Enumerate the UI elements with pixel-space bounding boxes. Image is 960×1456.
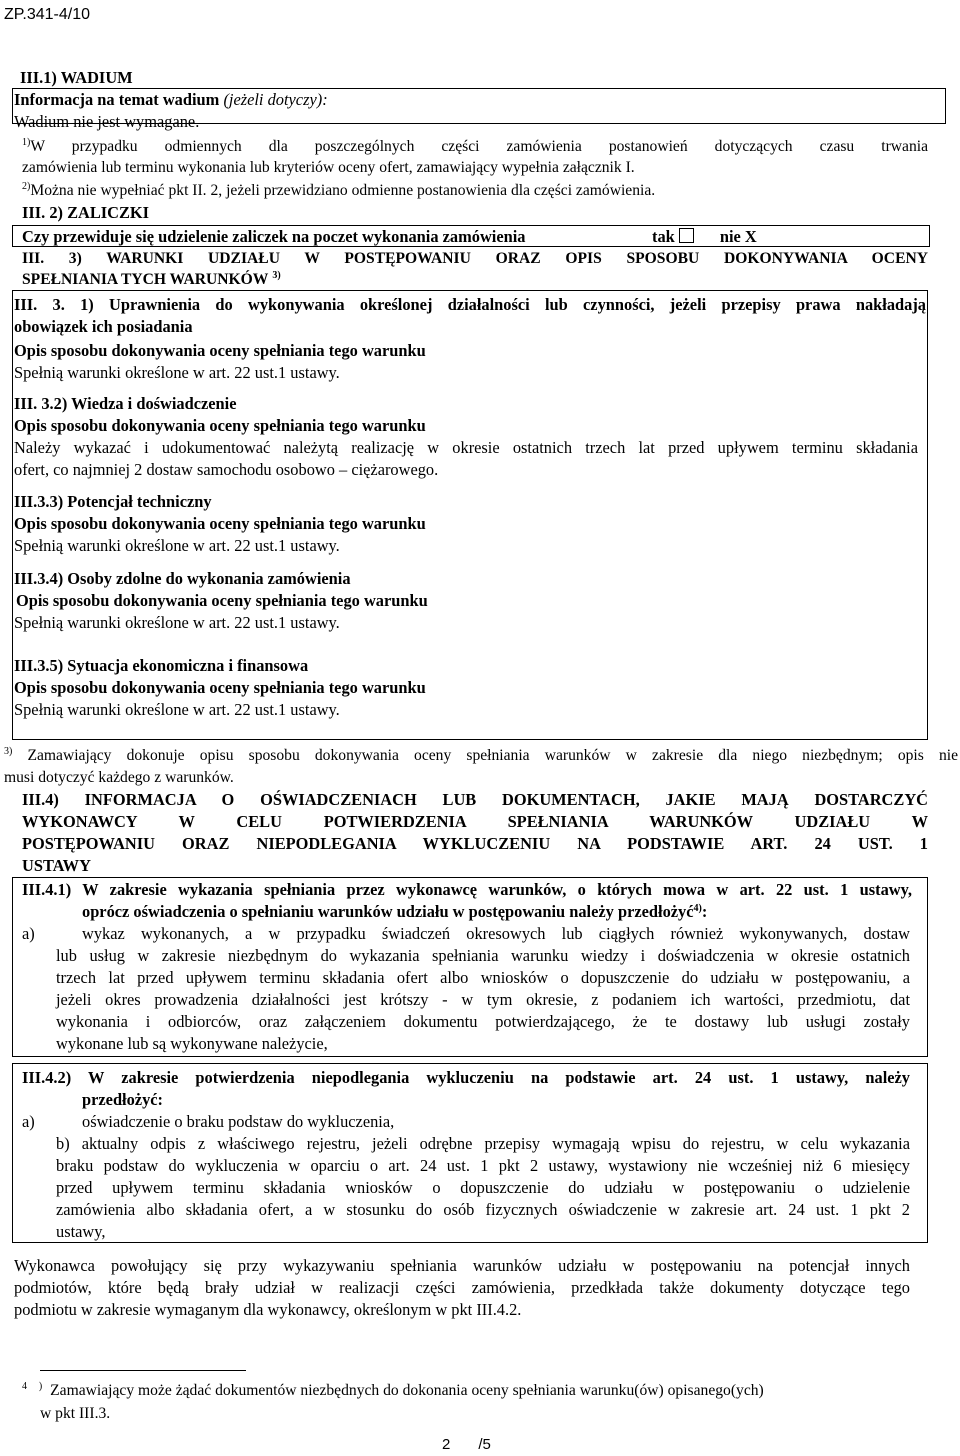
zaliczki-yes-label: tak [652, 227, 675, 246]
footnote-3-line-2: musi dotyczyć każdego z warunków. [4, 769, 234, 786]
s42-a-text: oświadczenie o braku podstaw do wykluczenia, [82, 1112, 395, 1131]
s41-a-line-2: lub usług w zakresie niezbędnym do wykazania spełniania warunku wiedzy i doświadczenia w okresie ostatnich [56, 946, 910, 965]
s2-title: III. 3.2) Wiedza i doświadczenie [14, 394, 237, 413]
s42-b-line-1: b) aktualny odpis z właściwego rejestru, jeżeli odrębne przepisy wymagają wpisu do rejestru, w celu wykazania [56, 1134, 910, 1153]
s2-line-1: Należy wykazać i udokumentować należytą realizację w okresie ostatnich trzech lat przed upływem terminu składania [14, 438, 918, 457]
s41-a-line-5: wykonania i odbiorców, oraz załączeniem dokumentu potwierdzającego, że te dostawy lub usługi zostały [56, 1012, 910, 1031]
s41-a-label: a) [22, 924, 35, 943]
s42-title-line-1: III.4.2) W zakresie potwierdzenia niepodlegania wykluczeniu na podstawie art. 24 ust. 1 ustawy, należy [22, 1068, 910, 1087]
s41-a-line-6: wykonane lub są wykonywane należycie, [56, 1034, 328, 1053]
s41-title-line-2: oprócz oświadczenia o spełnianiu warunków udziału w postępowaniu należy przedłożyć$^{4)}$: [82, 902, 708, 921]
s1-value: Spełnią warunki określone w art. 22 ust.1 ustawy. [14, 363, 340, 382]
s4-value: Spełnią warunki określone w art. 22 ust.1 ustawy. [14, 613, 340, 632]
wykonawca-line-2: podmiotów, które będą brały udział w realizacji części zamówienia, przedkłada także dokumenty dotyczące tego [14, 1278, 910, 1297]
zaliczki-answer [652, 226, 757, 248]
s5-opis-label: Opis sposobu dokonywania oceny spełniania tego warunku [14, 678, 426, 697]
wadium-value: Wadium nie jest wymagane. [14, 112, 200, 131]
note-1-line-1: $^{1)}$W przypadku odmiennych dla poszczególnych części zamówienia postanowień dotyczących czasu trwania [22, 137, 928, 155]
footnote-4-line-1: $^4$ ) Zamawiający może żądać dokumentów niezbędnych do dokonania oceny spełniania warunku(ów) opisanego(ych) [22, 1381, 764, 1399]
s41-mark: 4) [693, 903, 702, 914]
wadium-info-label: Informacja na temat wadium [14, 90, 220, 109]
s3-value: Spełnią warunki określone w art. 22 ust.1 ustawy. [14, 536, 340, 555]
s3-title: III.3.3) Potencjał techniczny [14, 492, 212, 511]
document-code: ZP.341-4/10 [4, 6, 90, 23]
s41-a-line-4: jeżeli okres prowadzenia działalności jest krótszy - w tym okresie, z podaniem ich wartości, przedmiotu, dat [56, 990, 910, 1009]
zaliczki-title: III. 2) ZALICZKI [22, 203, 150, 222]
footnote-3-line-1: $^{3)}$ Zamawiający dokonuje opisu sposobu dokonywania oceny spełniania warunków w zakresie dla niego niezbędnym; opis nie [4, 746, 958, 764]
footnote-4-mark: 4 [22, 1381, 27, 1392]
page-number [442, 1434, 491, 1456]
s4-opis-label: Opis sposobu dokonywania oceny spełniania tego warunku [16, 591, 428, 610]
s2-opis-label: Opis sposobu dokonywania oceny spełniania tego warunku [14, 416, 426, 435]
oswiadczenia-title-line-1: III.4) INFORMACJA O OŚWIADCZENIACH LUB DOKUMENTACH, JAKIE MAJĄ DOSTARCZYĆ [22, 790, 928, 809]
s4-title: III.3.4) Osoby zdolne do wykonania zamówienia [14, 569, 351, 588]
wadium-info [14, 89, 328, 111]
zaliczki-no-label: nie X [719, 227, 757, 246]
s1-title-line-2: obowiązek ich posiadania [14, 317, 193, 336]
s41-a-line-3: trzech lat przed upływem terminu składania ofert albo wniosków o dopuszczenie do udziału w postępowaniu, a [56, 968, 910, 987]
s1-opis-label: Opis sposobu dokonywania oceny spełniania tego warunku [14, 341, 426, 360]
s42-b-line-4: zamówienia albo składania ofert, a w stosunku do osób fizycznych oświadczenie w zakresie art. 24 ust. 1 pkt 2 [56, 1200, 910, 1219]
wykonawca-line-1: Wykonawca powołujący się przy wykazywaniu spełniania warunków udziału w postępowaniu na potencjał innych [14, 1256, 910, 1275]
page-current: 2 [442, 1436, 451, 1453]
s2-line-2: ofert, co najmniej 2 dostaw samochodu osobowo – ciężarowego. [14, 460, 439, 479]
oswiadczenia-title-line-4: USTAWY [22, 856, 91, 875]
note-1-line-2: zamówienia lub terminu wykonania lub kryteriów oceny ofert, zamawiający wypełnia załącznik I. [22, 159, 635, 176]
zaliczki-yes-checkbox[interactable] [679, 228, 694, 243]
s41-a-line-1: wykaz wykonanych, a w przypadku świadczeń okresowych lub ciągłych również wykonywanych, dostaw [82, 924, 910, 943]
oswiadczenia-title-line-3: POSTĘPOWANIU ORAZ NIEPODLEGANIA WYKLUCZENIU NA PODSTAWIE ART. 24 UST. 1 [22, 834, 928, 853]
footnote-3-mark: 3) [4, 746, 13, 757]
zaliczki-question: Czy przewiduje się udzielenie zaliczek na poczet wykonania zamówienia [22, 227, 526, 246]
s42-a-label: a) [22, 1112, 35, 1131]
s3-opis-label: Opis sposobu dokonywania oceny spełniania tego warunku [14, 514, 426, 533]
s42-title-line-2: przedłożyć: [82, 1090, 164, 1109]
wykonawca-line-3: podmiotu w zakresie wymaganym dla wykonawcy, określonym w pkt III.4.2. [14, 1300, 522, 1319]
s42-b-line-3: przed upływem terminu składania wniosków o dopuszczenie do udziału w postępowaniu o udzielenie [56, 1178, 910, 1197]
warunki-title-line-1: III. 3) WARUNKI UDZIAŁU W POSTĘPOWANIU ORAZ OPIS SPOSOBU DOKONYWANIA OCENY [22, 250, 928, 267]
note-1-mark: 1) [22, 137, 31, 148]
s5-value: Spełnią warunki określone w art. 22 ust.1 ustawy. [14, 700, 340, 719]
oswiadczenia-title-line-2: WYKONAWCY W CELU POTWIERDZENIA SPEŁNIANIA WARUNKÓW UDZIAŁU W [22, 812, 928, 831]
s5-title: III.3.5) Sytuacja ekonomiczna i finansowa [14, 656, 309, 675]
s41-title-line-1: III.4.1) W zakresie wykazania spełniania przez wykonawcę warunków, o których mowa w art. 22 ust. 1 ustawy, [22, 880, 912, 899]
wadium-title: III.1) WADIUM [20, 68, 133, 87]
footnote-4-line-2: w pkt III.3. [40, 1405, 111, 1422]
s42-b-line-5: ustawy, [56, 1222, 106, 1241]
footnote-separator [40, 1370, 246, 1371]
note-2: $^{2)}$Można nie wypełniać pkt II. 2, jeżeli przewidziano odmienne postanowienia dla części zamówienia. [22, 181, 656, 199]
footnote-4-mark-paren: ) [38, 1381, 43, 1392]
warunki-title-line-2: SPEŁNIANIA TYCH WARUNKÓW $^{3)}$ [22, 270, 281, 288]
s1-title-line-1: III. 3. 1) Uprawnienia do wykonywania określonej działalności lub czynności, jeżeli przepisy prawa nakładają [14, 295, 926, 314]
note-2-mark: 2) [22, 181, 31, 192]
s42-b-line-2: braku podstaw do wykluczenia w oparciu o art. 24 ust. 1 pkt 2 ustawy, wystawiony nie wcześniej niż 6 miesięcy [56, 1156, 910, 1175]
wadium-info-note: (jeżeli dotyczy): [223, 90, 328, 109]
warunki-title-mark: 3) [272, 270, 281, 281]
page-total: /5 [478, 1436, 491, 1453]
